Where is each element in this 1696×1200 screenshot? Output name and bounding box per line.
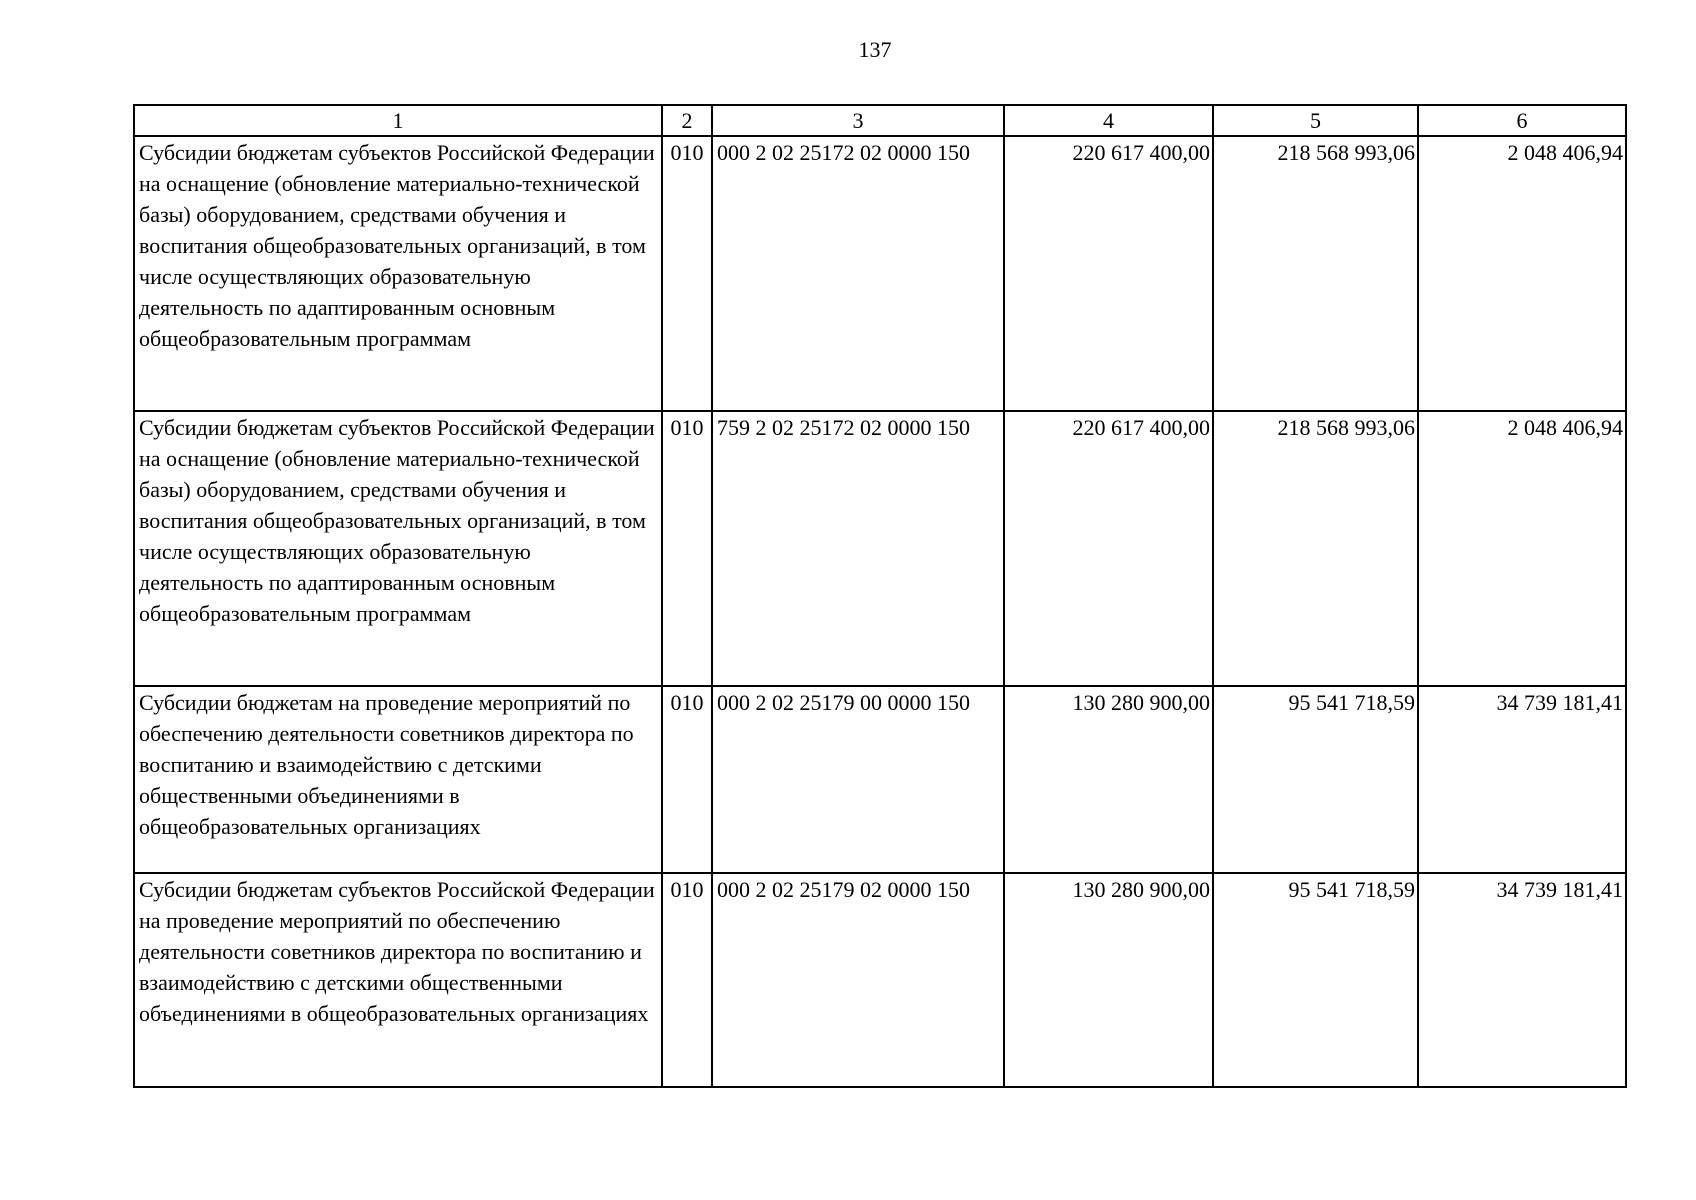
row-description: Субсидии бюджетам на проведение мероприятий по обеспечению деятельности советников директора по воспитанию и взаимодействию с детскими общественными объединениями в общеобразовательных организациях bbox=[134, 686, 662, 873]
row-executed-amount: 95 541 718,59 bbox=[1213, 686, 1418, 873]
row-budget-code: 000 2 02 25172 02 0000 150 bbox=[712, 136, 1004, 411]
row-description: Субсидии бюджетам субъектов Российской Федерации на оснащение (обновление материально-технической базы) оборудованием, средствами обучения и воспитания общеобразовательных организаций, в том числе осуществляющих образовательную деятельность по адаптированным основным общеобразовательным программам bbox=[134, 411, 662, 686]
column-header-4: 4 bbox=[1004, 105, 1213, 136]
page-number: 137 bbox=[858, 37, 892, 62]
row-unexecuted-amount: 34 739 181,41 bbox=[1418, 686, 1626, 873]
row-executed-amount: 218 568 993,06 bbox=[1213, 136, 1418, 411]
row-description: Субсидии бюджетам субъектов Российской Федерации на оснащение (обновление материально-технической базы) оборудованием, средствами обучения и воспитания общеобразовательных организаций, в том числе осуществляющих образовательную деятельность по адаптированным основным общеобразовательным программам bbox=[134, 136, 662, 411]
row-approved-amount: 220 617 400,00 bbox=[1004, 136, 1213, 411]
table-row bbox=[134, 873, 1626, 1087]
column-header-1: 1 bbox=[134, 105, 662, 136]
row-approved-amount: 130 280 900,00 bbox=[1004, 873, 1213, 1087]
table-row bbox=[134, 136, 1626, 411]
budget-execution-table bbox=[133, 104, 1627, 1088]
column-header-5: 5 bbox=[1213, 105, 1418, 136]
column-header-6: 6 bbox=[1418, 105, 1626, 136]
row-executed-amount: 218 568 993,06 bbox=[1213, 411, 1418, 686]
row-unexecuted-amount: 2 048 406,94 bbox=[1418, 411, 1626, 686]
row-budget-code: 000 2 02 25179 00 0000 150 bbox=[712, 686, 1004, 873]
row-line-code: 010 bbox=[662, 411, 712, 686]
row-line-code: 010 bbox=[662, 686, 712, 873]
table-row bbox=[134, 411, 1626, 686]
row-unexecuted-amount: 2 048 406,94 bbox=[1418, 136, 1626, 411]
row-executed-amount: 95 541 718,59 bbox=[1213, 873, 1418, 1087]
column-header-3: 3 bbox=[712, 105, 1004, 136]
row-budget-code: 000 2 02 25179 02 0000 150 bbox=[712, 873, 1004, 1087]
row-unexecuted-amount: 34 739 181,41 bbox=[1418, 873, 1626, 1087]
column-header-2: 2 bbox=[662, 105, 712, 136]
row-line-code: 010 bbox=[662, 136, 712, 411]
row-approved-amount: 220 617 400,00 bbox=[1004, 411, 1213, 686]
table-row bbox=[134, 686, 1626, 873]
row-line-code: 010 bbox=[662, 873, 712, 1087]
row-description: Субсидии бюджетам субъектов Российской Федерации на проведение мероприятий по обеспечению деятельности советников директора по воспитанию и взаимодействию с детскими общественными объединениями в общеобразовательных организациях bbox=[134, 873, 662, 1087]
row-approved-amount: 130 280 900,00 bbox=[1004, 686, 1213, 873]
row-budget-code: 759 2 02 25172 02 0000 150 bbox=[712, 411, 1004, 686]
table-header-row bbox=[134, 105, 1626, 136]
